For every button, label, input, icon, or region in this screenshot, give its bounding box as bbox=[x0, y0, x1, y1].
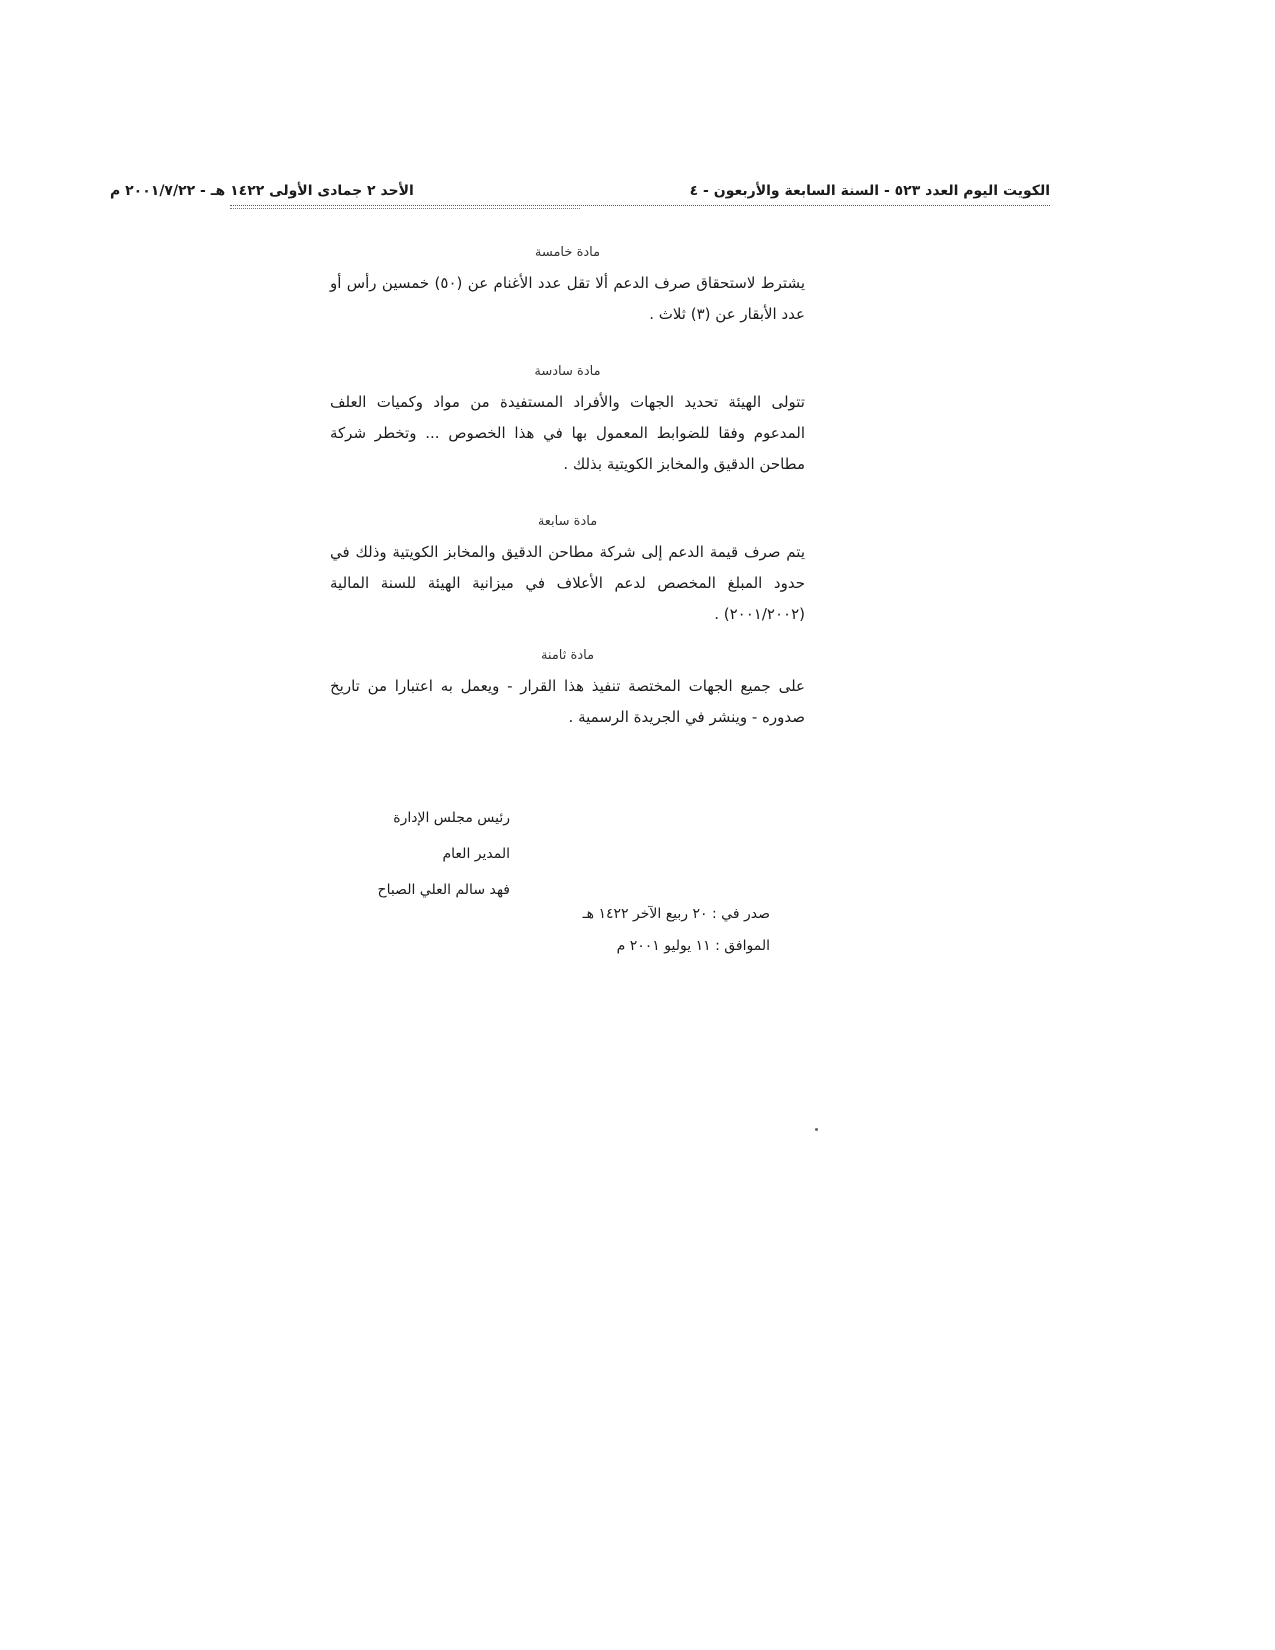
article-title: مادة سابعة bbox=[537, 514, 598, 529]
signature-name: فهد سالم العلي الصباح bbox=[377, 882, 510, 898]
article-title: مادة خامسة bbox=[534, 245, 601, 260]
article-text: على جميع الجهات المختصة تنفيذ هذا القرار - ويعمل به اعتبارا من تاريخ صدوره - وينشر في الجريدة الرسمية . bbox=[330, 677, 805, 726]
header-title: الكويت اليوم العدد ٥٢٣ - السنة السابعة والأربعون - ٤ bbox=[689, 183, 1050, 199]
article-text: يشترط لاستحقاق صرف الدعم ألا تقل عدد الأغنام عن (٥٠) خمسين رأس أو عدد الأبقار عن (٣) ثلاث . bbox=[330, 274, 805, 323]
article-title: مادة ثامنة bbox=[540, 648, 595, 663]
scan-speck bbox=[815, 1128, 818, 1131]
article-title: مادة سادسة bbox=[534, 364, 601, 379]
issued-hijri-date: صدر في : ٢٠ ربيع الآخر ١٤٢٢ هـ bbox=[582, 906, 770, 922]
header-date: الأحد ٢ جمادى الأولى ١٤٢٢ هـ - ٢٠٠١/٧/٢٢ م bbox=[110, 183, 414, 199]
header-divider-secondary bbox=[230, 208, 580, 209]
document-body bbox=[330, 245, 805, 767]
issued-gregorian-date: الموافق : ١١ يوليو ٢٠٠١ م bbox=[616, 938, 770, 954]
issued-block bbox=[530, 898, 770, 962]
article-7 bbox=[330, 514, 805, 630]
article-6 bbox=[330, 364, 805, 480]
signature-title: رئيس مجلس الإدارة bbox=[393, 810, 510, 826]
signature-block bbox=[340, 800, 510, 908]
article-text: تتولى الهيئة تحديد الجهات والأفراد المستفيدة من مواد وكميات العلف المدعوم وفقا للضوابط المعمول بها في هذا الخصوص ... وتخطر شركة مطاحن الدقيق والمخابز الكويتية بذلك . bbox=[330, 393, 805, 473]
signature-role: المدير العام bbox=[442, 846, 510, 862]
article-5 bbox=[330, 245, 805, 330]
article-text: يتم صرف قيمة الدعم إلى شركة مطاحن الدقيق والمخابز الكويتية وذلك في حدود المبلغ المخصص لدعم الأعلاف في ميزانية الهيئة للسنة المالية (٢٠٠١/٢٠٠٢) . bbox=[330, 543, 805, 623]
header-divider bbox=[230, 205, 1050, 206]
article-8 bbox=[330, 648, 805, 733]
